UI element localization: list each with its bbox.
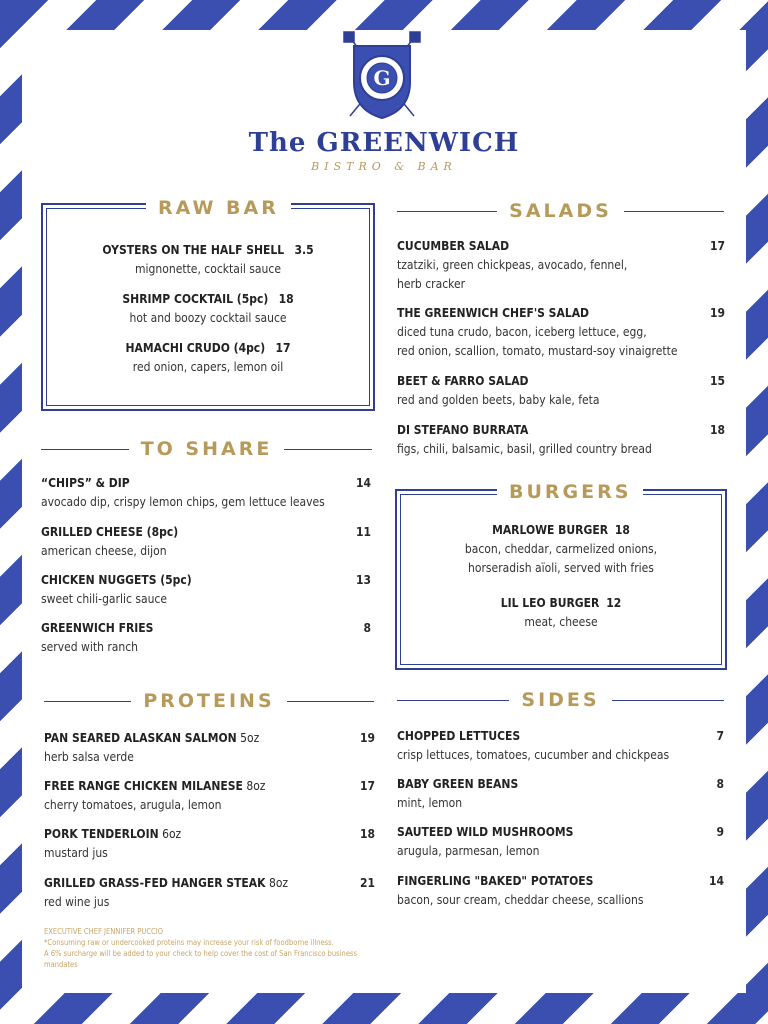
item-description: red wine jus	[44, 895, 110, 909]
item-price: 18	[614, 523, 630, 537]
item-price: 8	[363, 621, 371, 635]
item-description: sweet chili-garlic sauce	[41, 592, 168, 606]
menu-item	[41, 290, 375, 328]
salads-heading	[397, 200, 724, 222]
item-description: herb salsa verde	[44, 750, 134, 764]
greenwich-crest-logo	[340, 28, 424, 124]
item-name: FREE RANGE CHICKEN MILANESE	[44, 779, 243, 793]
item-description: hot and boozy cocktail sauce	[129, 311, 287, 325]
menu-footer	[44, 926, 364, 970]
item-name: GRILLED GRASS-FED HANGER STEAK	[44, 876, 266, 890]
item-price: 13	[355, 573, 371, 587]
item-portion: 8oz	[246, 779, 266, 793]
item-price: 14	[708, 874, 724, 888]
item-description: red and golden beets, baby kale, feta	[397, 393, 600, 407]
brand-subtitle: BISTRO & BAR	[311, 160, 457, 173]
item-price: 3.5	[294, 243, 314, 257]
raw-bar-heading	[146, 197, 291, 219]
sides-title: SIDES	[521, 689, 600, 711]
executive-chef-credit: EXECUTIVE CHEF JENNIFER PUCCIO	[44, 927, 164, 936]
menu-item	[395, 521, 727, 578]
item-name: PORK TENDERLOIN	[44, 827, 159, 841]
item-name: CUCUMBER SALAD	[397, 239, 510, 253]
item-name: THE GREENWICH CHEF'S SALAD	[397, 306, 590, 320]
menu-item	[397, 372, 725, 410]
menu-item	[41, 241, 375, 279]
item-price: 7	[716, 729, 724, 743]
raw-food-disclaimer: *Consuming raw or undercooked proteins may increase your risk of foodborne illness.	[44, 938, 334, 947]
item-price: 19	[709, 306, 725, 320]
item-price: 18	[278, 292, 294, 306]
item-description: avocado dip, crispy lemon chips, gem lettuce leaves	[41, 495, 325, 509]
item-name: OYSTERS ON THE HALF SHELL	[102, 243, 285, 257]
menu-item	[44, 874, 375, 912]
item-name: LIL LEO BURGER	[500, 596, 600, 610]
item-description-cont: horseradish aïoli, served with fries	[468, 561, 654, 575]
menu-item	[397, 237, 725, 294]
menu-item	[397, 872, 724, 910]
menu-item	[41, 571, 371, 609]
item-name: BEET & FARRO SALAD	[397, 374, 529, 388]
item-description: american cheese, dijon	[41, 544, 167, 558]
to-share-title: TO SHARE	[140, 438, 273, 460]
sides-heading	[397, 689, 724, 711]
burgers-box	[395, 489, 727, 670]
menu-item	[41, 339, 375, 377]
menu-item	[44, 825, 375, 863]
item-name: SHRIMP COCKTAIL (5pc)	[122, 292, 269, 306]
item-price: 21	[359, 876, 375, 890]
item-description: arugula, parmesan, lemon	[397, 844, 540, 858]
item-name: “CHIPS” & DIP	[41, 476, 130, 490]
item-name: GRILLED CHEESE (8pc)	[41, 525, 179, 539]
salads-title: SALADS	[509, 200, 612, 222]
item-price: 17	[275, 341, 291, 355]
menu-item	[397, 304, 725, 361]
item-name: BABY GREEN BEANS	[397, 777, 519, 791]
item-name: CHOPPED LETTUCES	[397, 729, 521, 743]
item-name: HAMACHI CRUDO (4pc)	[125, 341, 266, 355]
item-description: mustard jus	[44, 846, 108, 860]
item-name: GREENWICH FRIES	[41, 621, 154, 635]
item-description: crisp lettuces, tomatoes, cucumber and chickpeas	[397, 748, 670, 762]
menu-item	[44, 729, 375, 767]
proteins-title: PROTEINS	[143, 690, 275, 712]
proteins-heading	[44, 690, 374, 712]
item-description: figs, chili, balsamic, basil, grilled country bread	[397, 442, 652, 456]
menu-item	[397, 775, 724, 813]
menu-item	[397, 421, 725, 459]
item-name: DI STEFANO BURRATA	[397, 423, 529, 437]
item-description: mint, lemon	[397, 796, 463, 810]
item-price: 19	[359, 731, 375, 745]
item-description: diced tuna crudo, bacon, iceberg lettuce, egg,	[397, 325, 647, 339]
item-price: 15	[709, 374, 725, 388]
menu-item	[41, 474, 371, 512]
item-price: 17	[359, 779, 375, 793]
surcharge-note: A 6% surcharge will be added to your check to help cover the cost of San Francisco business mandates	[44, 949, 358, 969]
item-name: PAN SEARED ALASKAN SALMON	[44, 731, 237, 745]
brand-header	[0, 128, 768, 173]
raw-bar-title: RAW BAR	[158, 197, 279, 219]
item-description: cherry tomatoes, arugula, lemon	[44, 798, 222, 812]
item-price: 17	[709, 239, 725, 253]
menu-item	[397, 823, 724, 861]
menu-item	[41, 619, 371, 657]
item-description: tzatziki, green chickpeas, avocado, fennel,	[397, 258, 628, 272]
item-description: bacon, sour cream, cheddar cheese, scallions	[397, 893, 644, 907]
burgers-title: BURGERS	[509, 481, 632, 503]
svg-text:G: G	[373, 66, 391, 90]
menu-item	[44, 777, 375, 815]
item-description: mignonette, cocktail sauce	[135, 262, 281, 276]
item-price: 9	[716, 825, 724, 839]
item-description: served with ranch	[41, 640, 139, 654]
item-description-cont: herb cracker	[397, 277, 466, 291]
item-price: 14	[355, 476, 371, 490]
item-description: red onion, capers, lemon oil	[132, 360, 284, 374]
item-name: MARLOWE BURGER	[492, 523, 609, 537]
item-price: 11	[355, 525, 371, 539]
item-name: CHICKEN NUGGETS (5pc)	[41, 573, 192, 587]
to-share-heading	[41, 438, 372, 460]
item-price: 18	[709, 423, 725, 437]
item-price: 18	[359, 827, 375, 841]
burgers-heading	[497, 481, 643, 503]
menu-item	[397, 727, 724, 765]
item-portion: 6oz	[162, 827, 182, 841]
item-portion: 5oz	[240, 731, 260, 745]
menu-item	[395, 594, 727, 632]
menu-item	[41, 523, 371, 561]
item-name: FINGERLING "BAKED" POTATOES	[397, 874, 594, 888]
item-description: meat, cheese	[524, 615, 598, 629]
item-price: 12	[606, 596, 622, 610]
item-description-cont: red onion, scallion, tomato, mustard-soy vinaigrette	[397, 344, 678, 358]
item-price: 8	[716, 777, 724, 791]
brand-name: The GREENWICH	[248, 128, 520, 158]
item-portion: 8oz	[268, 876, 289, 890]
item-description: bacon, cheddar, carmelized onions,	[464, 542, 658, 556]
item-name: SAUTEED WILD MUSHROOMS	[397, 825, 574, 839]
